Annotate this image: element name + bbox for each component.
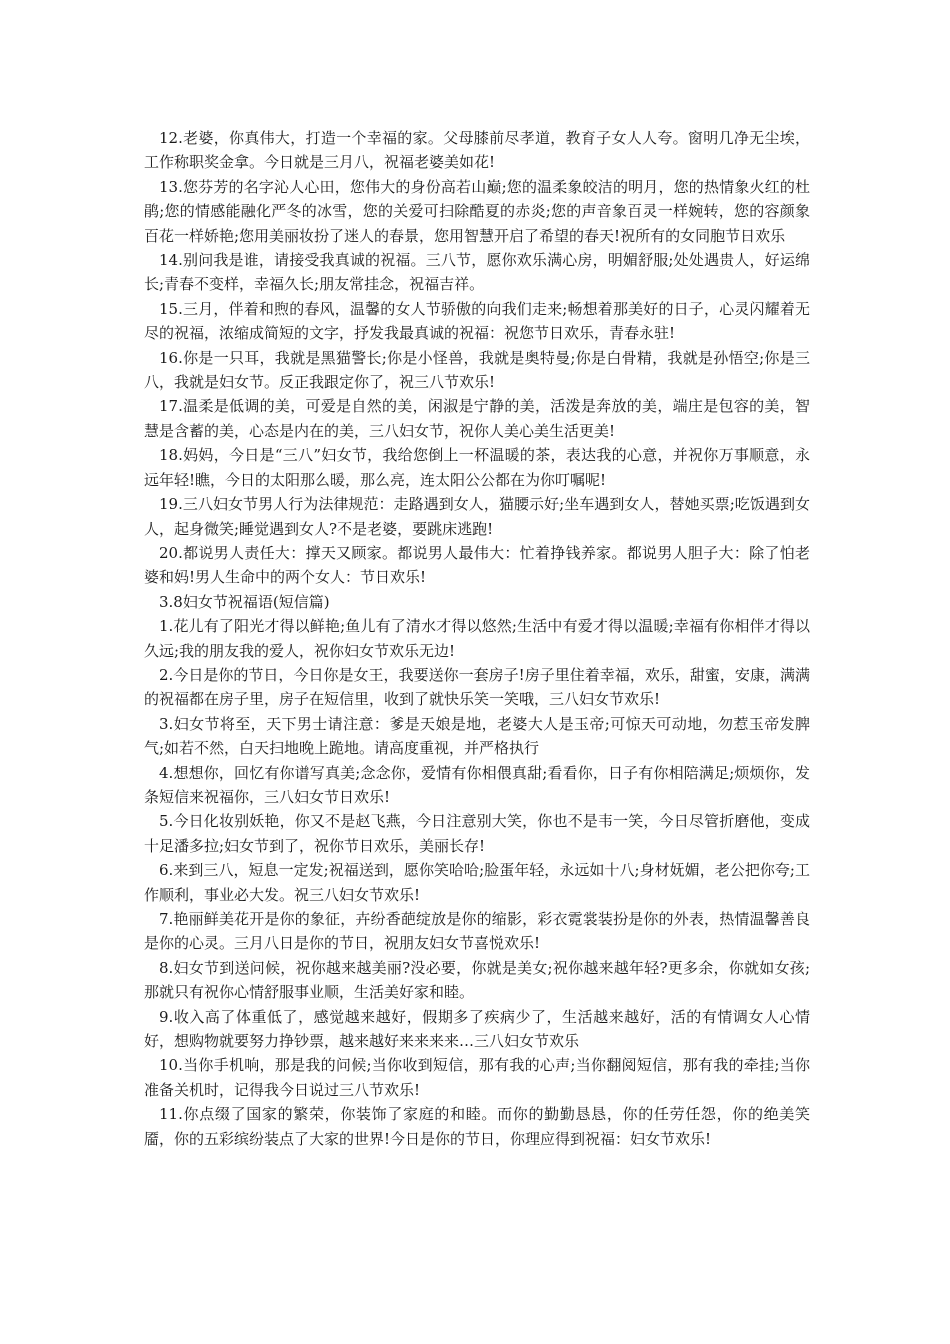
- paragraph-12: 12.老婆，你真伟大，打造一个幸福的家。父母膝前尽孝道，教育子女人人夸。窗明几净无尘埃，工作称职奖金拿。今日就是三月八，祝福老婆美如花!: [144, 129, 810, 172]
- sms-paragraph-7: 7.艳丽鲜美花开是你的象征，卉纷香葩绽放是你的缩影，彩衣霓裳装扮是你的外表，热情温馨善良是你的心灵。三月八日是你的节日，祝朋友妇女节喜悦欢乐!: [144, 910, 810, 953]
- sms-paragraph-1: 1.花儿有了阳光才得以鲜艳;鱼儿有了清水才得以悠然;生活中有爱才得以温暖;幸福有你相伴才得以久远;我的朋友我的爱人，祝你妇女节欢乐无边!: [144, 617, 810, 660]
- paragraph-16: 16.你是一只耳，我就是黑猫警长;你是小怪兽，我就是奥特曼;你是白骨精，我就是孙悟空;你是三八，我就是妇女节。反正我跟定你了，祝三八节欢乐!: [144, 348, 810, 392]
- paragraph-15: 15.三月，伴着和煦的春风，温馨的女人节骄傲的向我们走来;畅想着那美好的日子，心灵闪耀着无尽的祝福，浓缩成简短的文字，抒发我最真诚的祝福：祝您节日欢乐，青春永驻!: [144, 299, 810, 343]
- sms-paragraph-2: 2.今日是你的节日，今日你是女王，我要送你一套房子!房子里住着幸福，欢乐，甜蜜，安康，满满的祝福都在房子里，房子在短信里，收到了就快乐笑一笑哦，三八妇女节欢乐!: [144, 665, 810, 709]
- sms-paragraph-6: 6.来到三八，短息一定发;祝福送到，愿你笑哈哈;脸蛋年轻，永远如十八;身材妩媚，老公把你夸;工作顺利，事业必大发。祝三八妇女节欢乐!: [144, 861, 810, 904]
- sms-paragraph-4: 4.想想你，回忆有你谱写真美;念念你，爱情有你相偎真甜;看看你，日子有你相陪满足;烦烦你，发条短信来祝福你，三八妇女节日欢乐!: [144, 763, 810, 806]
- paragraph-20: 20.都说男人责任大：撑天又顾家。都说男人最伟大：忙着挣钱养家。都说男人胆子大：除了怕老婆和妈!男人生命中的两个女人：节日欢乐!: [144, 543, 810, 587]
- paragraph-18: 18.妈妈，今日是“三八”妇女节，我给您倒上一杯温暖的茶，表达我的心意，并祝你万事顺意，永远年轻!瞧，今日的太阳那么暖，那么亮，连太阳公公都在为你叮嘱呢!: [144, 446, 810, 489]
- sms-paragraph-3: 3.妇女节将至，天下男士请注意：爹是天娘是地，老婆大人是玉帝;可惊天可动地，勿惹玉帝发脾气;如若不然，白天扫地晚上跪地。请高度重视，并严格执行: [144, 714, 810, 758]
- sms-paragraph-9: 9.收入高了体重低了，感觉越来越好，假期多了疾病少了，生活越来越好，活的有情调女人心情好，想购物就要努力挣钞票，越来越好来来来来…三八妇女节欢乐: [144, 1007, 810, 1051]
- paragraph-17: 17.温柔是低调的美，可爱是自然的美，闲淑是宁静的美，活泼是奔放的美，端庄是包容的美，智慧是含蓄的美，心态是内在的美，三八妇女节，祝你人美心美生活更美!: [144, 397, 810, 440]
- section-heading: 3.8妇女节祝福语(短信篇): [159, 592, 330, 611]
- paragraph-19: 19.三八妇女节男人行为法律规范：走路遇到女人，猫腰示好;坐车遇到女人，替她买票;吃饭遇到女人，起身微笑;睡觉遇到女人?不是老婆，要跳床逃跑!: [144, 495, 810, 538]
- paragraph-14: 14.别问我是谁，请接受我真诚的祝福。三八节，愿你欢乐满心房，明媚舒服;处处遇贵人，好运绵长;青春不变样，幸福久长;朋友常挂念，祝福吉祥。: [144, 251, 810, 294]
- sms-paragraph-11: 11.你点缀了国家的繁荣，你装饰了家庭的和睦。而你的勤勤恳恳，你的任劳任怨，你的绝美笑靥，你的五彩缤纷装点了大家的世界!今日是你的节日，你理应得到祝福：妇女节欢乐!: [144, 1105, 810, 1148]
- sms-paragraph-8: 8.妇女节到送问候，祝你越来越美丽?没必要，你就是美女;祝你越来越年轻?更多余，你就如女孩;那就只有祝你心情舒服事业顺，生活美好家和睦。: [144, 958, 810, 1002]
- paragraph-13: 13.您芬芳的名字沁人心田，您伟大的身份高若山巅;您的温柔象皎洁的明月，您的热情象火红的杜鹃;您的情感能融化严冬的冰雪，您的关爱可扫除酷夏的赤炎;您的声音象百灵一样婉转，您的容颜象百花一样娇艳;您用美丽妆扮了迷人的春景，您用智慧开启了希望的春天!祝所有的女同胞节日欢乐: [144, 177, 810, 245]
- sms-paragraph-5: 5.今日化妆别妖艳，你又不是赵飞燕，今日注意别大笑，你也不是韦一笑，今日尽管折磨他，变成十足潘多拉;妇女节到了，祝你节日欢乐，美丽长存!: [144, 812, 810, 855]
- sms-paragraph-10: 10.当你手机响，那是我的问候;当你收到短信，那有我的心声;当你翻阅短信，那有我的牵挂;当你准备关机时，记得我今日说过三八节欢乐!: [144, 1056, 810, 1099]
- document-body: [144, 126, 810, 1151]
